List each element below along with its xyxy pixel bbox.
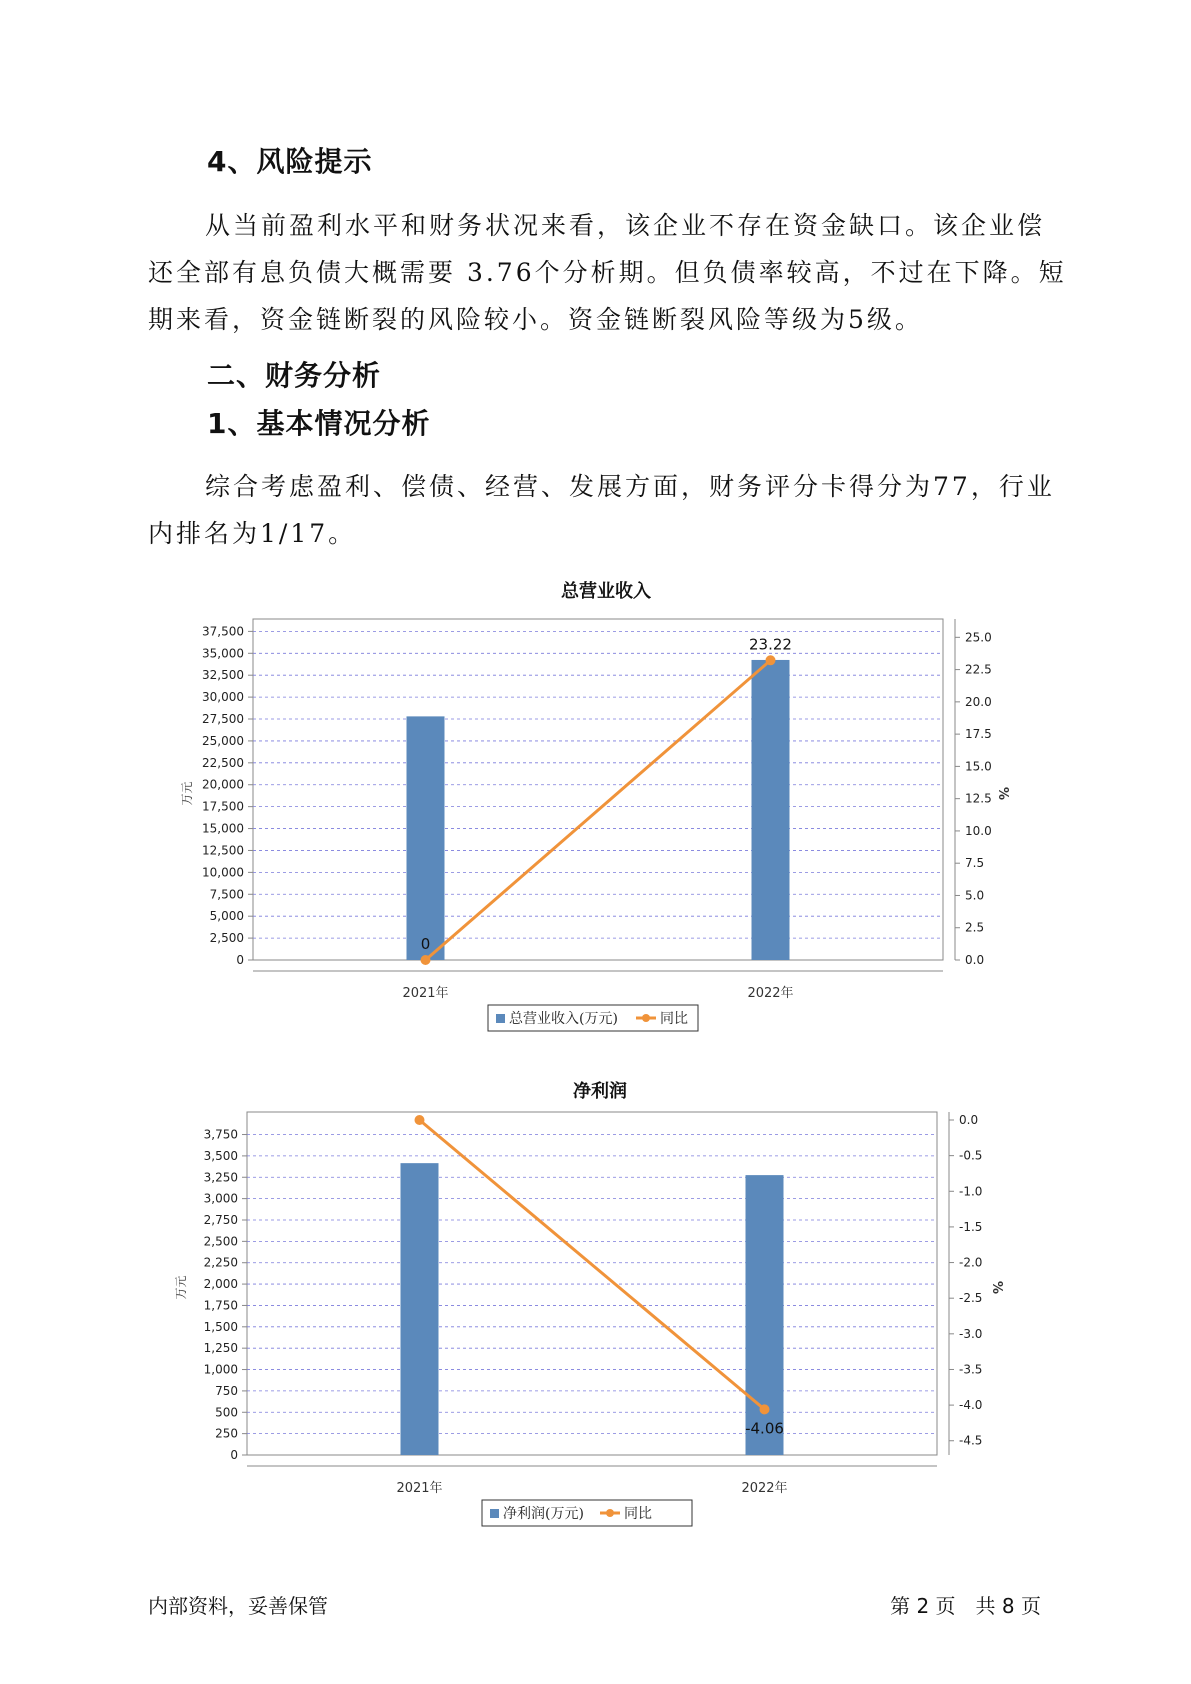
left-tick-label: 37,500	[202, 624, 244, 639]
right-tick-label: 0.0	[965, 953, 985, 967]
basic-title: 1、基本情况分析	[207, 407, 431, 440]
y-axis-label: 万元	[174, 1275, 188, 1300]
legend-line-marker	[642, 1014, 650, 1022]
chart-title: 净利润	[573, 1081, 627, 1102]
right-tick-label: 2.5	[965, 920, 985, 935]
right-tick-label: -0.5	[959, 1148, 983, 1163]
left-tick-label: 1,500	[203, 1319, 238, 1334]
right-tick-label: 15.0	[965, 759, 992, 774]
x-tick-label: 2022年	[741, 1481, 788, 1496]
left-tick-label: 0	[230, 1448, 238, 1462]
plot-area	[253, 619, 943, 960]
left-tick-label: 500	[215, 1405, 238, 1420]
right-tick-label: 20.0	[965, 694, 992, 709]
left-tick-label: 22,500	[202, 755, 244, 770]
x-tick-label: 2021年	[402, 986, 449, 1001]
revenue-chart-svg	[0, 575, 1191, 1035]
right-tick-label: -4.0	[959, 1398, 983, 1413]
x-tick-label: 2022年	[747, 986, 794, 1001]
legend-line-marker	[606, 1509, 614, 1517]
yoy-point-0	[421, 955, 431, 965]
left-tick-label: 10,000	[202, 865, 244, 880]
left-tick-label: 1,750	[203, 1298, 238, 1313]
left-tick-label: 2,000	[203, 1277, 238, 1292]
left-tick-label: 1,000	[203, 1362, 238, 1377]
right-tick-label: 0.0	[959, 1113, 979, 1127]
right-tick-label: -4.5	[959, 1433, 983, 1448]
left-tick-label: 3,250	[203, 1170, 238, 1185]
bar-0	[401, 1163, 439, 1455]
basic-paragraph: 综合考虑盈利、偿债、经营、发展方面，财务评分卡得分为77，行业内排名为1/17。	[148, 472, 1055, 548]
right-tick-label: 10.0	[965, 823, 992, 838]
bar-1	[752, 660, 790, 960]
plot-area	[247, 1112, 937, 1455]
left-tick-label: 1,250	[203, 1341, 238, 1356]
legend-bar-swatch	[490, 1509, 499, 1518]
left-tick-label: 30,000	[202, 690, 244, 705]
yoy-point-1	[766, 655, 776, 665]
left-tick-label: 2,750	[203, 1212, 238, 1227]
yoy-point-1	[760, 1404, 770, 1414]
legend-line-label: 同比	[660, 1011, 688, 1027]
y2-axis-label: %	[989, 1280, 1004, 1295]
right-tick-label: -1.5	[959, 1219, 983, 1234]
left-tick-label: 2,500	[209, 931, 244, 946]
left-tick-label: 35,000	[202, 646, 244, 661]
right-tick-label: 12.5	[965, 791, 992, 806]
left-tick-label: 17,500	[202, 799, 244, 814]
left-tick-label: 15,000	[202, 821, 244, 836]
left-tick-label: 750	[215, 1383, 238, 1398]
right-tick-label: 22.5	[965, 662, 992, 677]
finance-title: 二、财务分析	[207, 359, 382, 392]
footer-left: 内部资料，妥善保管	[148, 1594, 328, 1618]
risk-title: 4、风险提示	[207, 145, 373, 178]
left-tick-label: 3,750	[203, 1127, 238, 1142]
yoy-data-label: -4.06	[745, 1419, 784, 1438]
right-tick-label: -2.5	[959, 1291, 983, 1306]
footer-page: 第 2 页 共 8 页	[890, 1594, 1041, 1618]
right-tick-label: 7.5	[965, 856, 985, 871]
legend-line-label: 同比	[624, 1506, 652, 1522]
yoy-point-0	[415, 1115, 425, 1125]
right-tick-label: 25.0	[965, 630, 992, 645]
left-tick-label: 32,500	[202, 668, 244, 683]
yoy-data-label: 0	[420, 935, 431, 953]
left-tick-label: 3,000	[203, 1191, 238, 1206]
net-profit-chart-svg	[0, 1075, 1191, 1535]
left-tick-label: 27,500	[202, 712, 244, 727]
left-tick-label: 7,500	[209, 887, 244, 902]
left-tick-label: 2,250	[203, 1255, 238, 1270]
right-tick-label: -1.0	[959, 1184, 983, 1199]
right-tick-label: 5.0	[965, 888, 985, 903]
left-tick-label: 5,000	[209, 909, 244, 924]
left-tick-label: 25,000	[202, 733, 244, 748]
legend-bar-label: 净利润(万元)	[503, 1506, 584, 1522]
bar-0	[407, 716, 445, 960]
left-tick-label: 12,500	[202, 843, 244, 858]
chart-title: 总营业收入	[561, 581, 651, 602]
left-tick-label: 20,000	[202, 777, 244, 792]
x-tick-label: 2021年	[396, 1481, 443, 1496]
right-tick-label: 17.5	[965, 727, 992, 742]
right-tick-label: -2.0	[959, 1255, 983, 1270]
legend-bar-label: 总营业收入(万元)	[509, 1011, 618, 1027]
right-tick-label: -3.0	[959, 1326, 983, 1341]
left-tick-label: 2,500	[203, 1234, 238, 1249]
legend-bar-swatch	[496, 1014, 505, 1023]
left-tick-label: 3,500	[203, 1148, 238, 1163]
left-tick-label: 250	[215, 1426, 238, 1441]
right-tick-label: -3.5	[959, 1362, 983, 1377]
risk-paragraph: 从当前盈利水平和财务状况来看，该企业不存在资金缺口。该企业偿还全部有息负债大概需要 3.76个分析期。但负债率较高，不过在下降。短期来看，资金链断裂的风险较小。资金链断裂风险等级为5级。	[148, 211, 1067, 334]
yoy-data-label: 23.22	[749, 635, 792, 654]
net-profit-chart	[0, 1075, 1191, 1535]
y2-axis-label: %	[995, 786, 1010, 801]
revenue-chart	[0, 575, 1191, 1035]
left-tick-label: 0	[236, 953, 244, 967]
y-axis-label: 万元	[180, 781, 194, 806]
